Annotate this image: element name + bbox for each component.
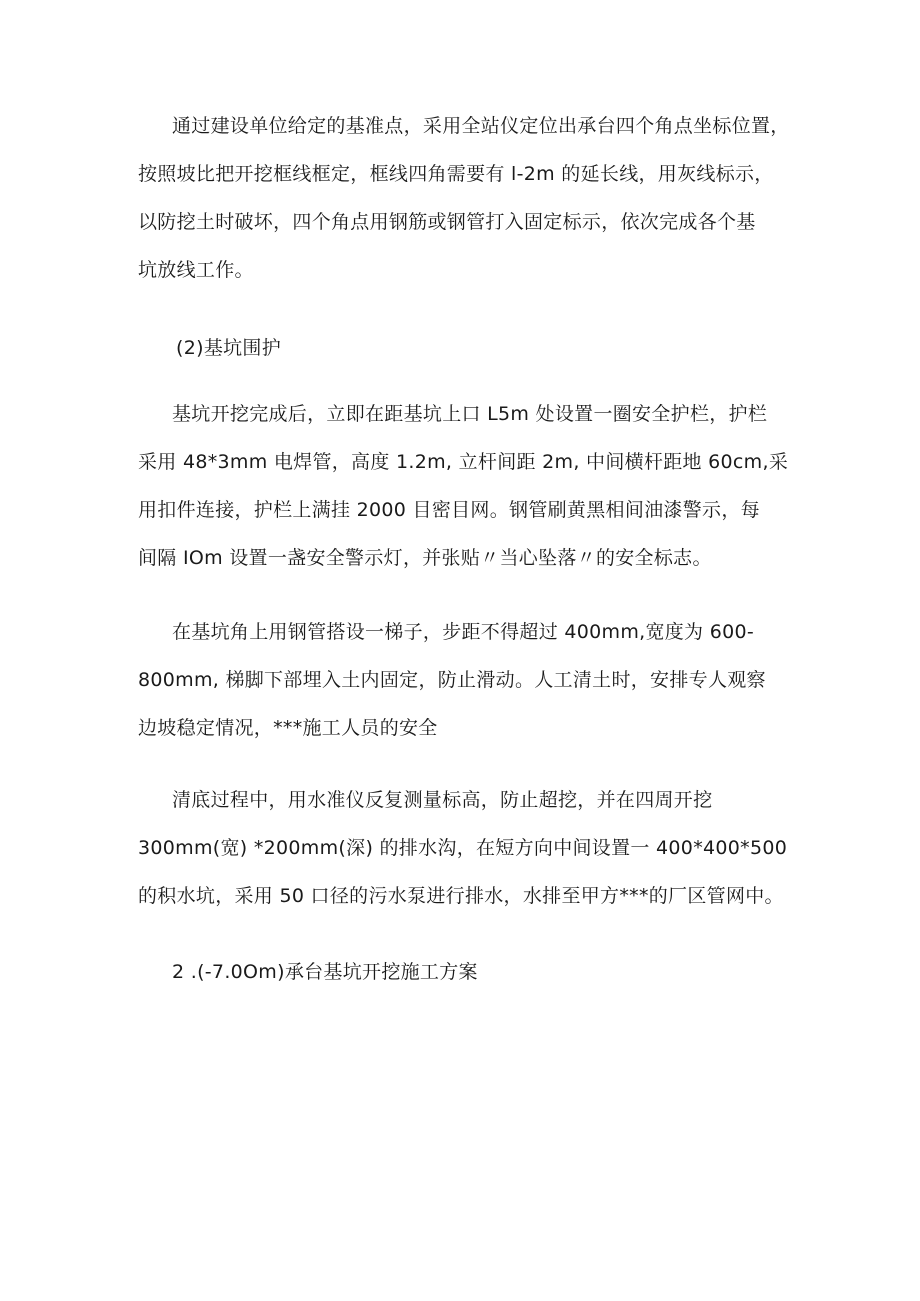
- paragraph-line: 用扣件连接，护栏上满挂 2000 目密目网。钢管刷黄黑相间油漆警示，每: [138, 499, 760, 521]
- paragraph-line: 的积水坑，采用 50 口径的污水泵进行排水，水排至甲方***的厂区管网中。: [138, 885, 784, 907]
- paragraph-line: 以防挖土时破坏，四个角点用钢筋或钢管打入固定标示，依次完成各个基: [138, 211, 756, 233]
- paragraph-line: 在基坑角上用钢管搭设一梯子，步距不得超过 400mm,宽度为 600-: [172, 621, 755, 643]
- paragraph-line: 采用 48*3mm 电焊管，高度 1.2m, 立杆间距 2m, 中间横杆距地 60cm,采: [138, 451, 789, 473]
- paragraph-line: 边坡稳定情况，***施工人员的安全: [138, 717, 438, 739]
- paragraph-line: 按照坡比把开挖框线框定，框线四角需要有 l-2m 的延长线，用灰线标示，: [138, 163, 774, 185]
- paragraph-line: 坑放线工作。: [138, 259, 254, 281]
- paragraph-line: 间隔 IOm 设置一盏安全警示灯，并张贴〃当心坠落〃的安全标志。: [138, 547, 712, 569]
- section-heading-excavation-plan: 2 .(-7.0Om)承台基坑开挖施工方案: [172, 961, 478, 983]
- paragraph-line: 通过建设单位给定的基准点，采用全站仪定位出承台四个角点坐标位置，: [172, 115, 790, 137]
- paragraph-line: 800mm, 梯脚下部埋入土内固定，防止滑动。人工清土时，安排专人观察: [138, 669, 766, 691]
- section-heading-pit-protection: (2)基坑围护: [176, 337, 282, 359]
- paragraph-line: 基坑开挖完成后，立即在距基坑上口 L5m 处设置一圈安全护栏，护栏: [172, 403, 768, 425]
- paragraph-line: 清底过程中，用水准仪反复测量标高，防止超挖，并在四周开挖: [172, 789, 713, 811]
- paragraph-line: 300mm(宽) *200mm(深) 的排水沟，在短方向中间设置一 400*400*500: [138, 837, 788, 859]
